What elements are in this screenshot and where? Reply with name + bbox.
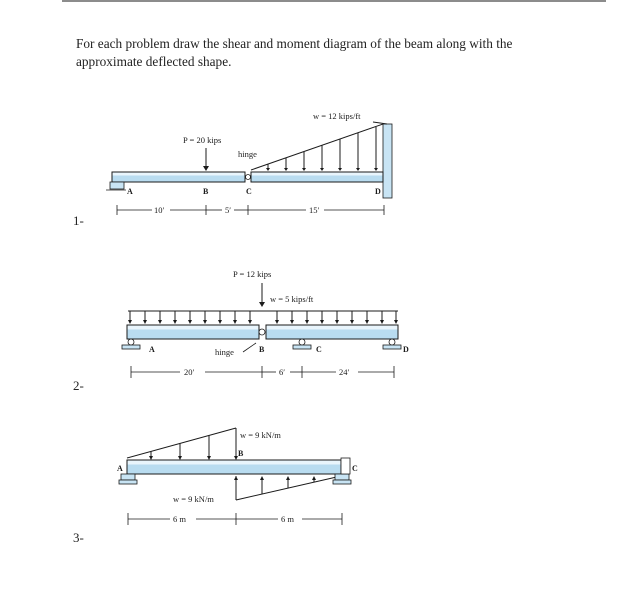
hinge-pin-b	[259, 329, 265, 335]
instructions-text: For each problem draw the shear and moment diagram of the beam along with the approximate deflected shape.	[76, 36, 513, 69]
problem-3-figure	[117, 428, 358, 525]
hinge-pin-c	[246, 175, 251, 180]
dimension-line-3	[128, 513, 342, 525]
point-b: B	[203, 187, 209, 196]
dimension-line-2	[131, 366, 394, 378]
point-c-3: C	[352, 464, 358, 473]
fixed-support-a	[110, 182, 124, 189]
problem-2-number: 2-	[73, 378, 84, 393]
uniform-load-arrows	[128, 311, 398, 324]
support-c	[293, 339, 311, 349]
problem-1-figure	[106, 111, 392, 215]
wall-support-d	[383, 124, 392, 198]
dim-6m-right: 6 m	[281, 514, 294, 524]
distributed-load-arrows	[266, 127, 378, 171]
point-load-label-2: P = 12 kips	[233, 269, 272, 279]
dim-6ft: 6′	[279, 367, 286, 377]
point-a-3: A	[117, 464, 123, 473]
problem-1-number: 1-	[73, 213, 84, 228]
top-load-arrows	[149, 435, 238, 460]
point-a: A	[127, 187, 133, 196]
bottom-load-label: w = 9 kN/m	[173, 494, 214, 504]
point-d: D	[375, 187, 381, 196]
top-load-label: w = 9 kN/m	[240, 430, 281, 440]
distributed-load-label-2: w = 5 kips/ft	[270, 294, 314, 304]
support-a	[122, 339, 140, 349]
dim-6m-left: 6 m	[173, 514, 186, 524]
hinge-label: hinge	[238, 149, 257, 159]
problem-2-figure	[122, 269, 409, 378]
dim-20ft: 20′	[184, 367, 195, 377]
dim-10ft: 10′	[154, 205, 165, 215]
point-c: C	[246, 187, 252, 196]
top-load-line	[127, 428, 236, 458]
problem-3-number: 3-	[73, 530, 84, 545]
dim-24ft: 24′	[339, 367, 350, 377]
beam-highlight	[113, 173, 245, 176]
point-d-2: D	[403, 345, 409, 354]
support-d	[383, 339, 401, 349]
point-load-label: P = 20 kips	[183, 135, 222, 145]
hinge-label-2: hinge	[215, 347, 234, 357]
support-a-3	[119, 474, 137, 484]
dim-15ft: 15′	[309, 205, 320, 215]
point-b-2: B	[259, 345, 265, 354]
distributed-load-label: w = 12 kips/ft	[313, 111, 361, 121]
dim-5ft: 5′	[225, 205, 232, 215]
point-c-2: C	[316, 345, 322, 354]
point-a-2: A	[149, 345, 155, 354]
point-b-3: B	[238, 449, 244, 458]
distributed-load-line	[251, 124, 383, 170]
